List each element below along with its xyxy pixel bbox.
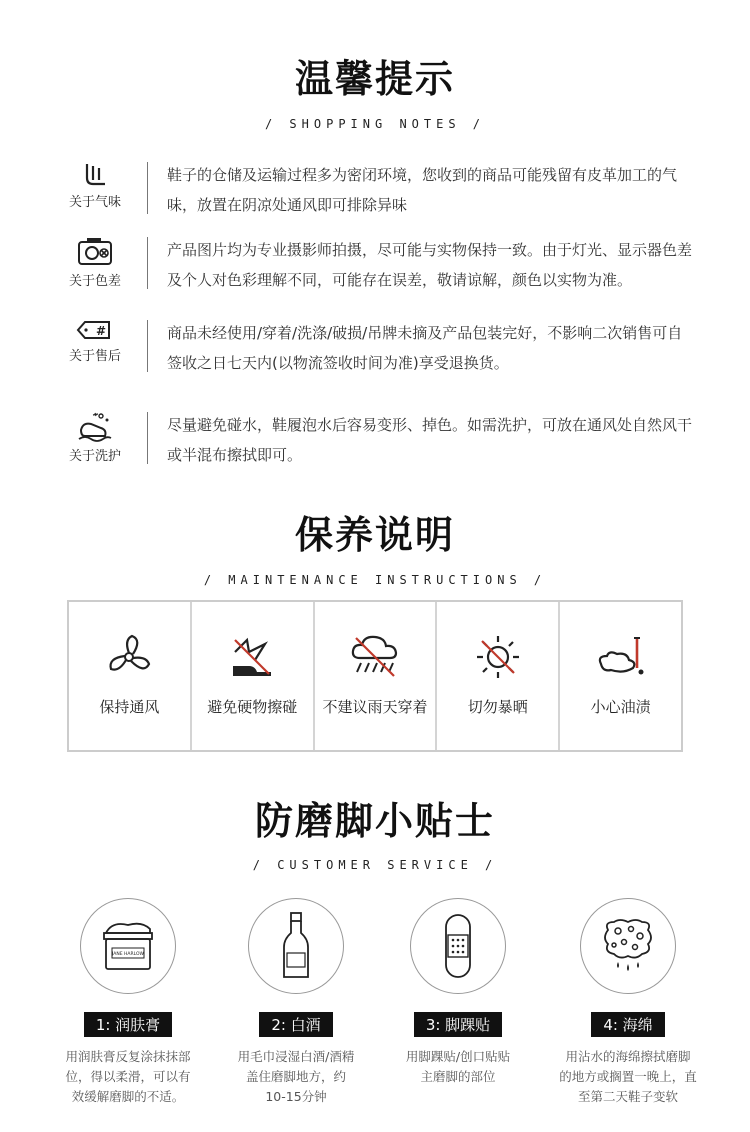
svg-text:#: #: [96, 324, 107, 338]
note-text: 鞋子的仓储及运输过程多为密闭环境，您收到的商品可能残留有皮革加工的气味，放置在阴凉处通风即可排除异味: [167, 166, 678, 214]
bottle-icon: [276, 911, 316, 981]
tip-tag: 3: 脚踝贴: [414, 1012, 502, 1037]
tip-sponge: [543, 898, 713, 1107]
tip-description: [43, 1047, 213, 1107]
note-washing: [55, 410, 705, 474]
maintenance-label: 不建议雨天穿着: [322, 698, 428, 716]
divider: [147, 162, 148, 214]
desc-line: 至第二天鞋子变软: [577, 1089, 678, 1104]
desc-line: 的地方或搁置一晚上，直: [559, 1069, 697, 1084]
note-label: 关于售后: [68, 349, 121, 364]
desc-line: 用沾水的海绵擦拭磨脚: [565, 1049, 691, 1064]
maintenance-item-no-hard-object: [192, 602, 315, 750]
notes-title: 温馨提示: [294, 57, 455, 101]
tip-icon-circle: [248, 898, 344, 994]
desc-line: 效缓解磨脚的不适。: [71, 1089, 185, 1104]
note-label: 关于气味: [68, 195, 121, 210]
no-hard-object-icon: [227, 632, 277, 682]
note-color: [55, 235, 705, 299]
desc-line: 10-15分钟: [265, 1089, 327, 1104]
tip-description: [373, 1047, 543, 1087]
maintenance-label: 保持通风: [99, 698, 160, 716]
wash-icon: [75, 410, 115, 442]
tag-icon: [75, 318, 115, 342]
note-text: 尽量避免碰水，鞋履泡水后容易变形、掉色。如需洗护，可放在通风处自然风干或半混布擦拭即可。: [167, 416, 693, 464]
tip-bandage: [373, 898, 543, 1087]
desc-line: 位，得以柔滑，可以有: [65, 1069, 191, 1084]
maintenance-label: 小心油渍: [590, 698, 651, 716]
tip-tag: 4: 海绵: [591, 1012, 664, 1037]
desc-line: 用毛巾浸湿白酒/酒精: [237, 1049, 355, 1064]
note-label: 关于色差: [68, 274, 121, 289]
maintenance-item-no-rain: [315, 602, 438, 750]
maintenance-grid: [67, 600, 683, 752]
tips-title: 防磨脚小贴士: [254, 799, 495, 843]
desc-line: 主磨脚的部位: [420, 1069, 496, 1084]
maintenance-subtitle: / MAINTENANCE INSTRUCTIONS /: [203, 573, 547, 587]
sponge-icon: [598, 916, 658, 976]
maintenance-item-oil-stain: [560, 602, 681, 750]
tip-icon-circle: [80, 898, 176, 994]
divider: [147, 237, 148, 289]
maintenance-label: 切勿暴晒: [467, 698, 528, 716]
tip-cream: [43, 898, 213, 1107]
note-odor: [55, 160, 705, 224]
fan-icon: [104, 632, 154, 682]
cream-jar-icon: [98, 919, 158, 973]
tip-icon-circle: [410, 898, 506, 994]
note-text: 产品图片均为专业摄影师拍摄，尽可能与实物保持一致。由于灯光、显示器色差及个人对色彩理解不同，可能存在误差，敬请谅解，颜色以实物为准。: [167, 241, 693, 289]
maintenance-label: 避免硬物擦碰: [207, 698, 298, 716]
desc-line: 用润肤膏反复涂抹抹部: [65, 1049, 191, 1064]
notes-subtitle: / SHOPPING NOTES /: [264, 117, 486, 131]
note-aftersale: [55, 318, 705, 382]
desc-line: 盖住磨脚地方，约: [245, 1069, 346, 1084]
note-label: 关于洗护: [68, 449, 121, 464]
odor-icon: [75, 160, 115, 188]
camera-icon: [75, 235, 115, 267]
note-text: 商品未经使用/穿着/洗涤/破损/吊牌未摘及产品包装完好，不影响二次销售可自签收之日七天内(以物流签收时间为准)享受退换货。: [167, 324, 683, 372]
maintenance-item-ventilate: [69, 602, 192, 750]
divider: [147, 320, 148, 372]
jar-label-text: JANE HARLOW: [112, 952, 144, 957]
tip-description: [543, 1047, 713, 1107]
maintenance-title: 保养说明: [294, 513, 455, 557]
tip-tag: 1: 润肤膏: [84, 1012, 172, 1037]
tip-description: [211, 1047, 381, 1107]
no-sun-icon: [473, 632, 523, 682]
divider: [147, 412, 148, 464]
oil-stain-icon: [593, 632, 649, 682]
tip-tag: 2: 白酒: [259, 1012, 332, 1037]
no-rain-icon: [348, 632, 402, 682]
tip-icon-circle: [580, 898, 676, 994]
maintenance-item-no-sun: [437, 602, 560, 750]
tips-subtitle: / CUSTOMER SERVICE /: [252, 858, 498, 872]
bandage-icon: [438, 911, 478, 981]
desc-line: 用脚踝贴/创口贴贴: [405, 1049, 511, 1064]
tip-liquor: [211, 898, 381, 1107]
